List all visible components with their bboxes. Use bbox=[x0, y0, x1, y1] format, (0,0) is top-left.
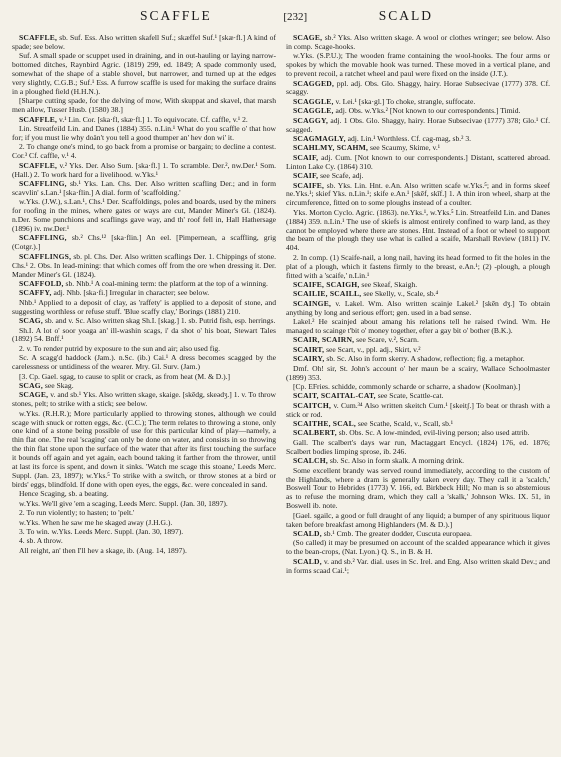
two-column-body bbox=[12, 34, 551, 754]
dictionary-entry bbox=[12, 125, 276, 143]
right-column bbox=[286, 34, 550, 754]
headword: SCAIRT, bbox=[293, 344, 325, 354]
entry-text: sb.¹ Yks. Lan. Chs. Der. Also written scafling Der.; and in form scavvlin' s.Lan.¹ [ska·flin.] A dial. form of 'scaffolding.' bbox=[12, 179, 276, 197]
dictionary-entry bbox=[286, 318, 550, 336]
entry-text: v. and sb.² Var. dial. uses in Sc. Irel. and Eng. Also written skald Dev.; and in forms scaad Cai.¹; bbox=[286, 556, 550, 575]
entry-text: sb. Sc. Also in form skerry. A shadow, reflection; fig. a metaphor. bbox=[326, 354, 525, 364]
entry-text: sb. Suf. Ess. Also written skafell Suf.; skæffel Suf.¹ [skæ·fl.] A kind of spade; see below. bbox=[12, 34, 276, 51]
dictionary-entry bbox=[12, 180, 276, 198]
entry-text: [Gael. sgailc, a good or full draught of any liquid; a bumper of any spirituous liquor taken before breakfast among Highlanders (M. & D.).] bbox=[286, 510, 550, 529]
entry-text: Nhb.¹ Applied to a deposit of clay, as 'raffety' is applied to a deposit of stone, and suggesting worthless or refuse stuff. 'Blue scaffy clay,' Borings (1881) 210. bbox=[12, 297, 276, 316]
entry-text: Some excellent brandy was served round immediately, according to the custom of the Highlands, where a dram is generally taken every day. They call it a 'scalch,' Boswell Tour to Hebrides (1773) V. 166, ed. Birkbeck Hill; No man is so abstemious as to refuse the morning dram, which they call a 'skalk,' Johnson Wks. IX. 51, in Boswell ib. note. bbox=[286, 465, 550, 511]
entry-text: adj. Obs. w.Yks.² [Not known to our correspondents.] Timid. bbox=[335, 106, 521, 116]
dictionary-entry bbox=[286, 182, 550, 209]
entry-text: Sh.I. A lot o' soor yoaga an' ill-washin scags, i' da shot o' his boat, Stewart Tales (1892) 54. Bnff.¹ bbox=[12, 325, 276, 344]
entry-text: [Cp. EFries. schidde, commonly scharde or scharre, a shadow (Koolman).] bbox=[293, 381, 521, 391]
entry-text: see Scafe, adj. bbox=[320, 171, 364, 181]
entry-text: Gall. The scalbert's days war run, Mactaggart Encycl. (1824) 176, ed. 1876; Scalbert bodies limping sprose, ib. 246. bbox=[286, 437, 550, 456]
entry-text: w.Yks. (S.P.U.); The wooden frame containing the wool-hooks. The four arms or spokes by which the movable hook was turned. These moved in a vertical plane, and to prevent recoil, a ratchet wheel and paul were fixed on the inside (J.T.). bbox=[286, 51, 550, 79]
entry-text: adj. Cum. [Not known to our correspondents.] Distant, scattered abroad. Linton Lake Cy. (1864) 310. bbox=[286, 152, 550, 171]
dictionary-entry bbox=[12, 354, 276, 372]
headword: SCAFFLING, bbox=[19, 233, 67, 243]
dictionary-entry bbox=[286, 467, 550, 512]
entry-text: v.¹ Lin. Cor. [ska·fl, skæ·fl.] 1. To equivocate. Cf. caffle, v.¹ 2. bbox=[59, 114, 248, 124]
entry-text: 3. To win. w.Yks. Leeds Merc. Suppl. (Jan. 30, 1897). bbox=[19, 526, 184, 536]
entry-text: see Scare, v.², Scarn. bbox=[356, 335, 419, 345]
entry-text: see Skag. bbox=[44, 380, 74, 390]
entry-text: 2. v. To render putrid by exposure to the sun and air; also used fig. bbox=[19, 343, 221, 353]
headword: SCAIFE, bbox=[293, 180, 325, 190]
headword: SCAILIE, SCAILL, bbox=[293, 289, 362, 299]
dictionary-entry bbox=[286, 154, 550, 172]
entry-text: [3. Cp. Gael. sgag, to cause to split or crack, as from heat (M. & D.).] bbox=[19, 371, 231, 381]
dictionary-entry bbox=[12, 34, 276, 52]
entry-text: v. Cum.³⁴ Also written skeitch Cum.¹ [skeitʃ.] To beat or thrash with a stick or rod. bbox=[286, 400, 550, 419]
entry-text: 2. In comp. (1) Scaife-nail, a long nail, having its head formed to fit the holes in the plat of a plough, which it fastens firmly to the breast, e.An.¹; (2) -plough, a plough fitted with a 'scaife,' n.Lin.¹ bbox=[286, 252, 550, 280]
entry-text: w.Yks. (J.W.), s.Lan.¹, Chs.¹ Der. Scaffoldings, poles and boards, used by the miners for roofing in the mines, where gates or ways are cut, Mander Miner's Gl. (1824). n.Der. Some punchions and scaflings gave way, and th' roof fell in, Hall Hathersage (1896) iv. nw.Der.¹ bbox=[12, 197, 276, 234]
headword: SCAGE, bbox=[293, 34, 323, 42]
dictionary-entry bbox=[12, 234, 276, 252]
headword: SCAITHE, SCAL, bbox=[293, 419, 356, 429]
entry-text: w.Yks. We'll give 'em a scaging, Leeds Merc. Suppl. (Jan. 30, 1897). bbox=[19, 498, 228, 508]
headword: SCAG, bbox=[19, 316, 43, 326]
page-number: [232] bbox=[283, 11, 308, 23]
headword: SCAFFLE, bbox=[19, 160, 58, 170]
headword: SCAGGLE, bbox=[293, 106, 334, 116]
entry-text: ppl. adj. Obs. Glo. Shaggy, hairy. Horae Subsecivae (1777) 378. Cf. scaggy. bbox=[286, 78, 550, 97]
headword: SCAIRY, bbox=[293, 354, 325, 364]
dictionary-entry bbox=[286, 439, 550, 457]
dictionary-entry bbox=[286, 365, 550, 383]
entry-text: v. Lei.¹ [ska·gl.] To choke, strangle, suffocate. bbox=[335, 96, 476, 106]
entry-text: see Scathe, Scald, v., Scall, sb.¹ bbox=[357, 419, 454, 429]
headword: SCAGMAGLY, bbox=[293, 133, 346, 143]
entry-text: see Scart, v., ppl. adj., Skirt, v.² bbox=[326, 344, 421, 354]
running-head-right: SCALD bbox=[378, 8, 433, 23]
dictionary-entry bbox=[12, 97, 276, 115]
dictionary-entry bbox=[286, 512, 550, 530]
entry-text: see Scate, Scattle-cat. bbox=[377, 391, 444, 401]
dictionary-entry bbox=[12, 143, 276, 161]
headword: SCAITCH, bbox=[293, 400, 332, 410]
headword: SCAIT, SCAITAL-CAT, bbox=[293, 391, 376, 401]
entry-text: sb.¹ Cmb. The greater dodder, Cuscuta europaea. bbox=[323, 528, 472, 538]
dictionary-entry bbox=[286, 300, 550, 318]
dictionary-entry bbox=[12, 52, 276, 97]
entry-text: sb. Nhb.¹ A coal-mining term: the platform at the top of a winning. bbox=[65, 278, 268, 288]
headword: SCAIF, bbox=[293, 152, 319, 162]
dictionary-entry bbox=[286, 80, 550, 98]
headword: SCAFFLINGS, bbox=[19, 251, 72, 261]
headword: SCALD, bbox=[293, 528, 322, 538]
headword: SCAINGE, bbox=[293, 298, 332, 308]
entry-text: Suf. A small spade or scuppet used in draining, and in out-hauling or laying narrow-bottomed ditches, Raynbird Agric. (1819) 299, ed. 1849; A spade commonly used, somewhat of the shape of a stable shovel, but narrower, and turned up at the edges very slightly, C.G.B.; Suf.¹ Ess. A furrow scaffle is used for making the surface drains in a ploughed field (H.H.N.). bbox=[12, 51, 276, 96]
headword: SCAGGLE, bbox=[293, 96, 334, 106]
entry-text: 2. To run violently; to hasten; to 'pelt.' bbox=[19, 508, 135, 518]
headword: SCAFFLE, bbox=[19, 34, 58, 42]
dictionary-entry bbox=[12, 391, 276, 409]
entry-text: All reight, an' then I'll hev a skage, ib. (Aug. 14, 1897). bbox=[19, 545, 187, 555]
entry-text: w.Yks. (R.H.R.); More particularly applied to throwing stones, although we could scage with snuck or rotten eggs, &c. (C.C.); The term relates to throwing a stone, only one kind of a stone being possible of use for this particular kind of play—namely, a thin flat one. The real 'scaging' can only be done on water, and consists in so throwing the thin flat stone upon the surface of the water that after its first touching the surface it bounds off again and yet again, each bound taking it farther from the thrower, until at last its force is spent, and down it sinks. 'Watch me scage this stoane,' Leeds Merc. Suppl. (Jan. 23, 1897); w.Yks.⁵ To strike with a switch, or throw stones at a bird or birds' eggs, blindfold. If done with open eyes, the eggs, &c. were concealed in sand. bbox=[12, 408, 276, 489]
entry-text: see Skelly, v., Scale, sb.⁴ bbox=[363, 289, 439, 299]
dictionary-entry bbox=[286, 117, 550, 135]
dictionary-entry bbox=[12, 253, 276, 280]
entry-text: 4. sb. A throw. bbox=[19, 536, 63, 546]
headword: SCAFFLE, bbox=[19, 114, 58, 124]
entry-text: adj. Lin.¹ Worthless. Cf. cag-mag, sb.² 3. bbox=[347, 133, 472, 143]
headword: SCAGE, bbox=[19, 390, 49, 400]
dictionary-entry bbox=[286, 402, 550, 420]
headword: SCALD, bbox=[293, 556, 322, 566]
dictionary-entry bbox=[12, 547, 276, 556]
entry-text: sb. and v. Sc. Also written skag Sh.I. [skag.] 1. sb. Putrid fish, esp. herrings. bbox=[44, 316, 276, 326]
headword: SCAFFLING, bbox=[19, 179, 67, 188]
headword: SCAGGED, bbox=[293, 78, 335, 88]
entry-text: sb. Yks. Lin. Hnt. e.An. Also written scafe w.Yks.⁵; and in forms skeef ne.Yks.¹; skief Yks. n.Lin.¹; skife e.An.¹ [skēf, skīf.] 1. A thin iron wheel, sharp at the circumference, fitted on to some ploughs instead of a coulter. bbox=[286, 180, 550, 208]
dictionary-entry bbox=[286, 52, 550, 79]
dictionary-entry bbox=[12, 162, 276, 180]
entry-text: v. and sb.¹ Yks. Also written skage, skaige. [skēdg, skeədʒ.] 1. v. To throw stones, pelt; to strike with a stick; see below. bbox=[12, 390, 276, 409]
entry-text: (So called) it may be presumed on account of the scalded appearance which it gives to the bean-crops, (Nat. Lyon.) Q. S., in B. & H. bbox=[286, 538, 550, 557]
entry-text: see Skeaf, Skaigh. bbox=[361, 279, 418, 289]
entry-text: v. Lakel. Wm. Also written scainje Lakel.² [skēn dʒ.] To obtain anything by long and serious effort; gen. used in a bad sense. bbox=[286, 298, 550, 317]
entry-text: adj. Nhb. [ska·fi.] Irregular in character; see below. bbox=[53, 288, 210, 298]
entry-text: sb. Sc. Also in form skalk. A morning drink. bbox=[329, 456, 465, 466]
headword: SCALCH, bbox=[293, 456, 328, 466]
entry-text: w.Yks. When he saw me he skaged away (J.H.G.). bbox=[19, 517, 173, 527]
entry-text: adj. 1 Obs. Glo. Shaggy, hairy. Horae Subsecivae (1777) 378; Glo.¹ Cf. scagged. bbox=[286, 115, 550, 134]
dictionary-entry bbox=[12, 410, 276, 490]
dictionary-entry bbox=[286, 254, 550, 281]
headword: SCAIF, bbox=[293, 171, 319, 181]
dictionary-entry bbox=[286, 539, 550, 557]
entry-text: sb.² Chs.¹² [ska·flin.] An eel. [Pimpernean, a scaffling, grig (Cotgr.).] bbox=[12, 233, 276, 252]
left-column bbox=[12, 34, 276, 754]
dictionary-entry bbox=[12, 198, 276, 234]
headword: SCAFFY, bbox=[19, 288, 52, 298]
dictionary-entry bbox=[286, 209, 550, 254]
entry-text: 2. To change one's mind, to go back from a promise or bargain; to decline a contest. Cor.³ Cf. caffle, v.¹ 4. bbox=[12, 142, 276, 161]
dictionary-entry bbox=[12, 327, 276, 345]
entry-text: v.² Yks. Der. Also Sum. [ska·fl.] 1. To scramble. Der.², nw.Der.¹ Som. (Hall.) 2. To work hard for a livelihood. w.Yks.¹ bbox=[12, 160, 276, 179]
running-head-left: SCAFFLE bbox=[140, 8, 212, 23]
headword: SCAGGY, bbox=[293, 115, 329, 125]
entry-text: Sc. A scagg'd haddock (Jam.). n.Sc. (ib.) Cai.¹ A dress becomes scagged by the carelessness or untidiness of the wearer. Mry. Gl. Surv. (Jam.) bbox=[12, 353, 276, 372]
entry-text: see Scaumy, Skime, v.¹ bbox=[369, 143, 441, 153]
headword: SCAG, bbox=[19, 380, 43, 390]
entry-text: sb.² Yks. Also written skage. A wool or clothes wringer; see below. Also in comp. Scage-hooks. bbox=[286, 34, 550, 51]
entry-text: sb. Obs. Sc. A low-minded, evil-living person; also used attrib. bbox=[338, 428, 530, 438]
entry-text: Lakel.² He scainjed about amang his relations tell he raised t'wind. Wm. He managed to scainge t'bit o' money together, efter a gay bit o' bother (B.K.). bbox=[286, 317, 550, 335]
entry-text: Yks. Morton Cyclo. Agric. (1863). ne.Yks.¹, w.Yks.⁵ Lin. Streatfeild Lin. and Danes (1884) 359. n.Lin.¹ The use of skiefs is almost entirely confined to warp land, as they cannot be employed where there are stones. Hnt. Instead of a foot or wheel to support the beam of the plough they use what is called a scaife, Marshall Review (1811) IV. 404. bbox=[286, 207, 550, 253]
headword: SCAHLMY, SCAHM, bbox=[293, 143, 369, 153]
headword: SCAFFOLD, bbox=[19, 278, 64, 288]
headword: SCAIFE, SCAIGH, bbox=[293, 279, 360, 289]
headword: SCALBERT, bbox=[293, 428, 337, 438]
entry-text: [Sharpe cutting spade, for the delving of mow, With skuppat and skavel, that marsh men allow, Tusser Husb. (1580) 38.] bbox=[12, 96, 276, 115]
dictionary-entry bbox=[286, 558, 550, 576]
page-header bbox=[12, 8, 551, 30]
entry-text: sb. pl. Chs. Der. Also written scaflings Der. 1. Chippings of stone. Chs.¹ 2. Obs. In lead-mining: that which comes off from the ore when dressing it. Der. Mander Miner's Gl. (1824). bbox=[12, 251, 276, 279]
dictionary-entry bbox=[286, 34, 550, 52]
dictionary-entry bbox=[12, 299, 276, 317]
entry-text: Hence Scaging, sb. a beating. bbox=[19, 489, 109, 499]
headword: SCAIR, SCAIRN, bbox=[293, 335, 355, 345]
entry-text: Lin. Streatfeild Lin. and Danes (1884) 355. n.Lin.¹ What do you scaffle o' that how for; if you must lie why doän't you tell a good thumper an' hev don wi' it. bbox=[12, 124, 276, 142]
entry-text: Dmf. Oh! sir, St. John's account o' her maun be a scairy, Wallace Schoolmaster (1899) 353. bbox=[286, 363, 550, 382]
